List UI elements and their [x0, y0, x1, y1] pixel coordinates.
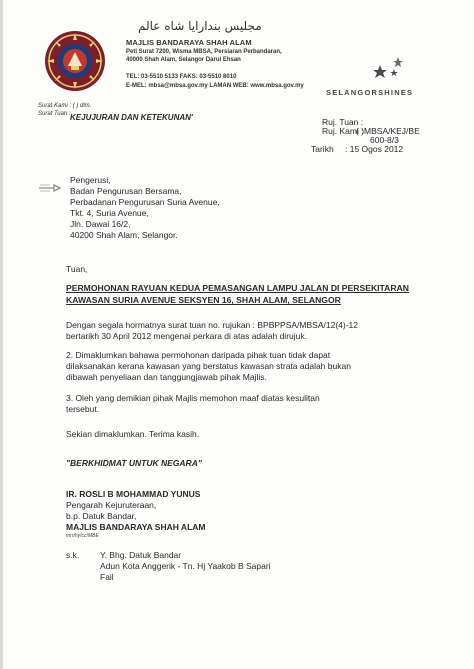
tarikh-label: Tarikh: [311, 144, 334, 154]
closing-line: Sekian dimaklumkan. Terima kasih.: [66, 429, 200, 439]
surat-kami-label: Surat Kami : ( ) dlm.: [38, 103, 92, 109]
ruj-kami-label: Ruj. Kami :: [322, 126, 364, 136]
paragraph-1: [66, 320, 358, 342]
recipient-line: Jln. Dawai 16/2,: [70, 219, 131, 229]
recipient-line: 40200 Shah Alam, Selangor.: [70, 230, 178, 240]
scan-edge: [0, 0, 3, 669]
org-tel-fax: TEL: 03-5510 5133 FAKS: 03-5510 8010: [126, 74, 237, 80]
copy-recipient: Fail: [100, 572, 114, 582]
paragraph-line: Dengan segala hormatnya surat tuan no. rujukan : BPBPPSA/MBSA/12(4)-12: [66, 320, 358, 330]
recipient-line: Pengerusi,: [70, 175, 111, 185]
slogan: "BERKHIDMAT UNTUK NEGARA": [66, 458, 202, 468]
org-address-2: 40000 Shah Alam, Selangor Darul Ehsan: [126, 57, 241, 63]
ruj-kami-value-2: 600-8/3: [370, 135, 399, 145]
paragraph-line: 3. Oleh yang demikian pihak Majlis memohon maaf diatas kesulitan: [66, 393, 320, 403]
motto: KEJUJURAN DAN KETEKUNAN': [70, 113, 193, 122]
signer-role-1: Pengarah Kejuruteraan,: [66, 500, 157, 510]
recipient-line: Badan Pengurusan Bersama,: [70, 186, 182, 196]
signer-org: MAJLIS BANDARAYA SHAH ALAM: [66, 522, 206, 532]
tarikh-value: : 15 Ogos 2012: [345, 144, 404, 154]
surat-tuan-label: Surat Tuan :: [38, 111, 71, 117]
org-name-jawi: مجليس بندارايا شاه عالم: [138, 19, 262, 33]
copy-recipient: Adun Kota Anggerik - Tn. Hj Yaakob B Sapari: [100, 561, 271, 571]
paragraph-2: [66, 350, 351, 383]
ruj-tuan: Ruj. Tuan :: [322, 117, 364, 127]
paragraph-line: 2. Dimaklumkan bahawa permohonan daripada pihak tuan tidak dapat: [66, 350, 331, 360]
recipient-line: Tkt. 4, Suria Avenue,: [70, 208, 149, 218]
stamp-mark-icon: [38, 182, 64, 194]
paragraph-line: dibawah penyeliaan dan tanggungjawab pihak Majlis.: [66, 372, 267, 382]
letter-subject: [66, 282, 409, 306]
paragraph-3: [66, 393, 320, 415]
paragraph-line: dilaksanakan kerana kawasan yang berstatus kawasan strata adalah bukan: [66, 361, 351, 371]
org-address-1: Peti Surat 7200, Wisma MBSA, Persiaran Perbandaran,: [126, 49, 282, 55]
copies-label: s.k.: [66, 550, 80, 560]
paragraph-line: tersebut.: [66, 404, 100, 414]
stars-icon: [370, 55, 412, 85]
ruj-kami-value: ( )MBSA/KEJ/BE: [356, 126, 420, 136]
mbsa-seal-logo: [44, 30, 106, 92]
recipient-address: [70, 175, 220, 241]
subject-line-2: KAWASAN SURIA AVENUE SEKSYEN 16, SHAH ALAM, SELANGOR: [66, 295, 341, 305]
selangor-shines-tagline: SELANGORSHINES: [326, 88, 414, 97]
signer-role-2: b.p. Datuk Bandar,: [66, 511, 137, 521]
recipient-line: Perbadanan Pengurusan Suria Avenue,: [70, 197, 220, 207]
signer-ref: mrr/hy/cc/MBE: [66, 533, 99, 539]
org-name: MAJLIS BANDARAYA SHAH ALAM: [126, 38, 252, 47]
subject-line-1: PERMOHONAN RAYUAN KEDUA PEMASANGAN LAMPU JALAN DI PERSEKITARAN: [66, 283, 409, 293]
salutation: Tuan,: [66, 264, 88, 274]
copy-recipient: Y. Bhg. Datuk Bandar: [100, 550, 182, 560]
signer-name: IR. ROSLI B MOHAMMAD YUNUS: [66, 489, 201, 499]
org-email-web: E-MEL: mbsa@mbsa.gov.my LAMAN WEB: www.mbsa.gov.my: [126, 83, 304, 89]
paragraph-line: bertarikh 30 April 2012 mengenai perkara di atas adalah dirujuk.: [66, 331, 307, 341]
